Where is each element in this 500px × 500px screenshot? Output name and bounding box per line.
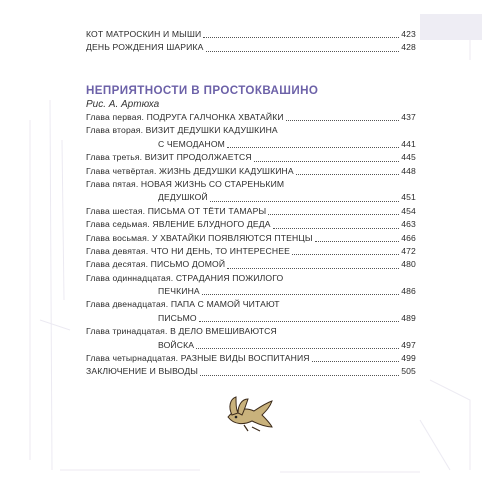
leader-dots bbox=[315, 241, 400, 242]
rabbit-illustration bbox=[222, 393, 278, 433]
leader-dots bbox=[286, 120, 399, 121]
toc-entry[interactable]: Глава четырнадцатая. РАЗНЫЕ ВИДЫ ВОСПИТАНИЯ 499 bbox=[86, 353, 416, 364]
leader-dots bbox=[210, 201, 399, 202]
section-title: НЕПРИЯТНОСТИ В ПРОСТОКВАШИНО bbox=[86, 84, 319, 97]
toc-entry[interactable]: ДЕНЬ РОЖДЕНИЯ ШАРИКА 428 bbox=[86, 42, 416, 53]
leader-dots bbox=[296, 174, 399, 175]
toc-entry[interactable]: Глава одиннадцатая. СТРАДАНИЯ ПОЖИЛОГО bbox=[86, 272, 284, 283]
leader-dots bbox=[254, 161, 400, 162]
leader-dots bbox=[312, 361, 400, 362]
toc-entry[interactable]: Глава пятая. НОВАЯ ЖИЗНЬ СО СТАРЕНЬКИМ bbox=[86, 178, 285, 189]
leader-dots bbox=[202, 294, 399, 295]
toc-entry[interactable]: Глава тринадцатая. В ДЕЛО ВМЕШИВАЮТСЯ bbox=[86, 326, 277, 337]
leader-dots bbox=[199, 321, 399, 322]
toc-entry[interactable]: Глава десятая. ПИСЬМО ДОМОЙ 480 bbox=[86, 259, 416, 270]
toc-entry-continuation[interactable]: ДЕДУШКОЙ 451 bbox=[158, 192, 416, 203]
toc-entry[interactable]: Глава шестая. ПИСЬМА ОТ ТЁТИ ТАМАРЫ 454 bbox=[86, 205, 416, 216]
toc-entry[interactable]: Глава вторая. ВИЗИТ ДЕДУШКИ КАДУШКИНА bbox=[86, 125, 278, 136]
leader-dots bbox=[200, 375, 399, 376]
toc-entry[interactable]: Глава четвёртая. ЖИЗНЬ ДЕДУШКИ КАДУШКИНА 448 bbox=[86, 165, 416, 176]
leader-dots bbox=[268, 214, 399, 215]
toc-entry[interactable]: Глава восьмая. У ХВАТАЙКИ ПОЯВЛЯЮТСЯ ПТЕНЦЫ 466 bbox=[86, 232, 416, 243]
top-entries bbox=[86, 28, 416, 55]
toc-entry-continuation[interactable]: ПЕЧКИНА 486 bbox=[158, 286, 416, 297]
leader-dots bbox=[273, 228, 400, 229]
leader-dots bbox=[292, 254, 399, 255]
toc-entry[interactable]: КОТ МАТРОСКИН И МЫШИ 423 bbox=[86, 28, 416, 39]
toc-entry[interactable]: ЗАКЛЮЧЕНИЕ И ВЫВОДЫ 505 bbox=[86, 366, 416, 377]
toc-entry[interactable]: Глава двенадцатая. ПАПА С МАМОЙ ЧИТАЮТ bbox=[86, 299, 280, 310]
leader-dots bbox=[227, 147, 399, 148]
toc-entry[interactable]: Глава первая. ПОДРУГА ГАЛЧОНКА ХВАТАЙКИ 437 bbox=[86, 111, 416, 122]
toc-entry-continuation[interactable]: С ЧЕМОДАНОМ 441 bbox=[158, 138, 416, 149]
section-illustrator: Рис. А. Артюха bbox=[86, 99, 160, 110]
toc-entry-continuation[interactable]: ПИСЬМО 489 bbox=[158, 312, 416, 323]
leader-dots bbox=[206, 51, 400, 52]
chapter-list bbox=[86, 111, 416, 379]
toc-entry[interactable]: Глава седьмая. ЯВЛЕНИЕ БЛУДНОГО ДЕДА 463 bbox=[86, 219, 416, 230]
toc-entry[interactable]: Глава девятая. ЧТО НИ ДЕНЬ, ТО ИНТЕРЕСНЕЕ 472 bbox=[86, 245, 416, 256]
leader-dots bbox=[196, 348, 399, 349]
toc-entry[interactable]: Глава третья. ВИЗИТ ПРОДОЛЖАЕТСЯ 445 bbox=[86, 152, 416, 163]
toc-entry-continuation[interactable]: ВОЙСКА 497 bbox=[158, 339, 416, 350]
leader-dots bbox=[203, 37, 399, 38]
leader-dots bbox=[227, 268, 399, 269]
